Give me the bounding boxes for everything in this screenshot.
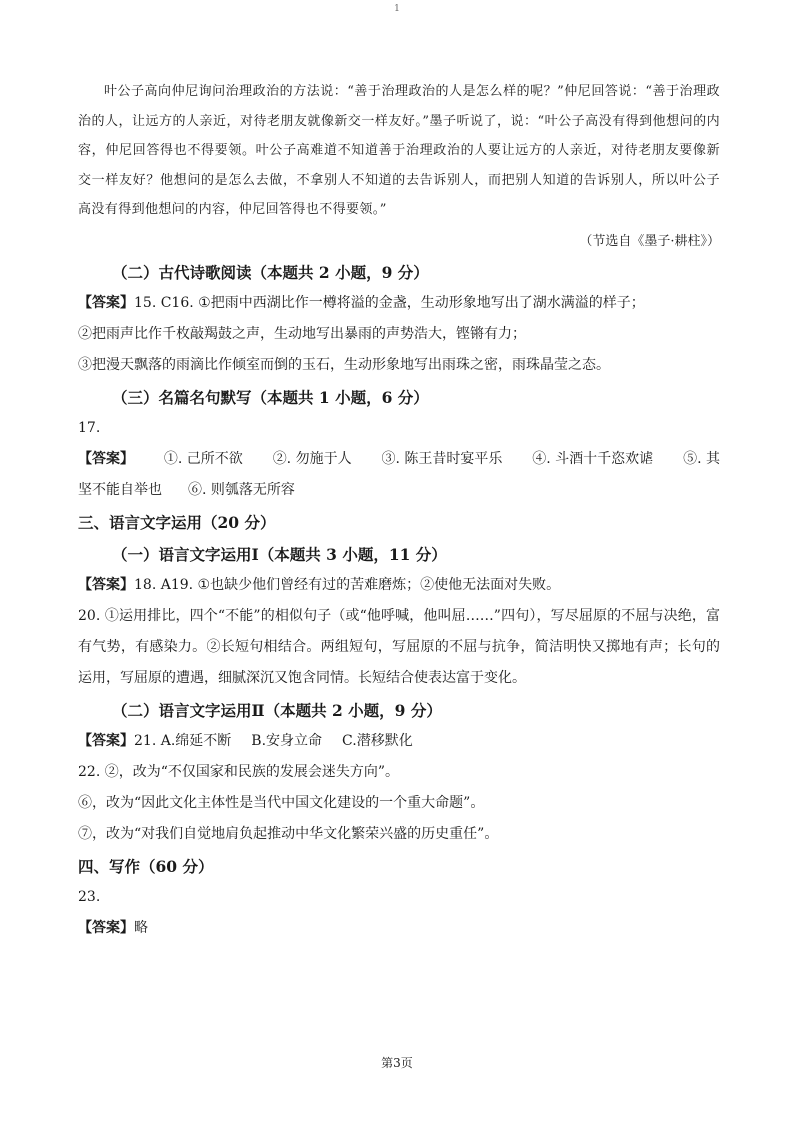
part-heading-writing: 四、写作（60 分） — [78, 856, 214, 876]
translation-source: （节选自《墨子·耕柱》） — [579, 233, 720, 249]
answer-17-line-2 — [78, 475, 720, 506]
question-23-number: 23. — [78, 888, 101, 905]
answer-poetry-line-3: ③把漫天飘落的雨滴比作倾室而倒的玉石，生动形象地写出雨珠之密，雨珠晶莹之态。 — [78, 356, 610, 373]
answer-17-item-5: ⑤. 其 — [683, 450, 720, 467]
section-heading-dictation: （三）名篇名句默写（本题共 1 小题，6 分） — [112, 387, 429, 407]
answer-21-c: C.潜移默化 — [342, 732, 413, 749]
answer-label: 【答案】 — [78, 919, 134, 936]
answer-21-a: 21. A.绵延不断 — [134, 732, 232, 749]
answer-21 — [78, 726, 720, 757]
answer-17-item-3: ③. 陈王昔时宴平乐 — [381, 450, 503, 467]
answer-text: 18. A19. ①也缺少他们曾经有过的苦难磨炼；②使他无法面对失败。 — [134, 576, 561, 593]
answer-label: 【答案】 — [78, 732, 134, 749]
answer-17-item-2: ②. 勿施于人 — [272, 450, 352, 467]
section-heading-poetry: （二）古代诗歌阅读（本题共 2 小题，9 分） — [112, 262, 429, 282]
answer-label: 【答案】 — [78, 576, 134, 593]
answer-poetry-line-2: ②把雨声比作千枚敲羯鼓之声，生动地写出暴雨的声势浩大，铿锵有力； — [78, 325, 526, 342]
answer-18-19 — [78, 570, 720, 601]
page-top-mark: 1 — [394, 4, 400, 14]
answer-text: 略 — [134, 919, 148, 936]
document-body — [78, 77, 720, 944]
answer-17-line-1 — [78, 444, 720, 475]
answer-22-line-2: ⑥，改为“因此文化主体性是当代中国文化建设的一个重大命题”。 — [78, 794, 485, 811]
section-heading-language-2: （二）语言文字运用Ⅱ（本题共 2 小题，9 分） — [112, 700, 442, 720]
answer-label: 【答案】 — [78, 294, 134, 311]
answer-20: 20. ①运用排比，四个“不能”的相似句子（或“他呼喊，他叫屈……”四句），写尽屈原的不屈与决绝，富有气势，有感染力。②长短句相结合。两组短句，写屈原的不屈与抗争，简洁明快又掷地有声；长句的运用，写屈原的遭遇，细腻深沉又饱含同情。长短结合使表达富于变化。 — [78, 607, 720, 686]
answer-23 — [78, 913, 720, 944]
part-heading-language-use: 三、语言文字运用（20 分） — [78, 512, 276, 532]
answer-17-continuation: 坚不能自举也 — [78, 481, 162, 498]
answer-17-item-6: ⑥. 则瓠落无所容 — [188, 481, 295, 498]
translation-paragraph: 叶公子高向仲尼询问治理政治的方法说：“善于治理政治的人是怎么样的呢？”仲尼回答说：“善于治理政治的人，让远方的人亲近，对待老朋友就像新交一样友好。”墨子听说了，说：“叶公子高没有得到他想问的内容，仲尼回答得也不得要领。叶公子高难道不知道善于治理政治的人要让远方的人亲近，对待老朋友要像新交一样友好？他想问的是怎么去做，不拿别人不知道的去告诉别人，而把别人知道的告诉别人，所以叶公子高没有得到他想问的内容，仲尼回答得也不得要领。” — [78, 84, 720, 217]
section-heading-language-1: （一）语言文字运用Ⅰ（本题共 3 小题，11 分） — [112, 544, 447, 564]
answer-22-line-3: ⑦，改为“对我们自觉地肩负起推动中华文化繁荣兴盛的历史重任”。 — [78, 825, 499, 842]
answer-text: 15. C16. ①把雨中西湖比作一樽将溢的金盏，生动形象地写出了湖水满溢的样子； — [134, 294, 645, 311]
page-number: 第3页 — [381, 1056, 413, 1070]
answer-17-item-4: ④. 斗酒十千恣欢谑 — [532, 450, 654, 467]
answer-17-item-1: ①. 己所不欲 — [163, 450, 243, 467]
question-17-number: 17. — [78, 419, 101, 436]
answer-22-line-1: 22. ②，改为“不仅国家和民族的发展会迷失方向”。 — [78, 763, 400, 780]
answer-label: 【答案】 — [78, 450, 134, 467]
answer-21-b: B.安身立命 — [251, 732, 323, 749]
answer-poetry-line-1 — [78, 288, 720, 319]
